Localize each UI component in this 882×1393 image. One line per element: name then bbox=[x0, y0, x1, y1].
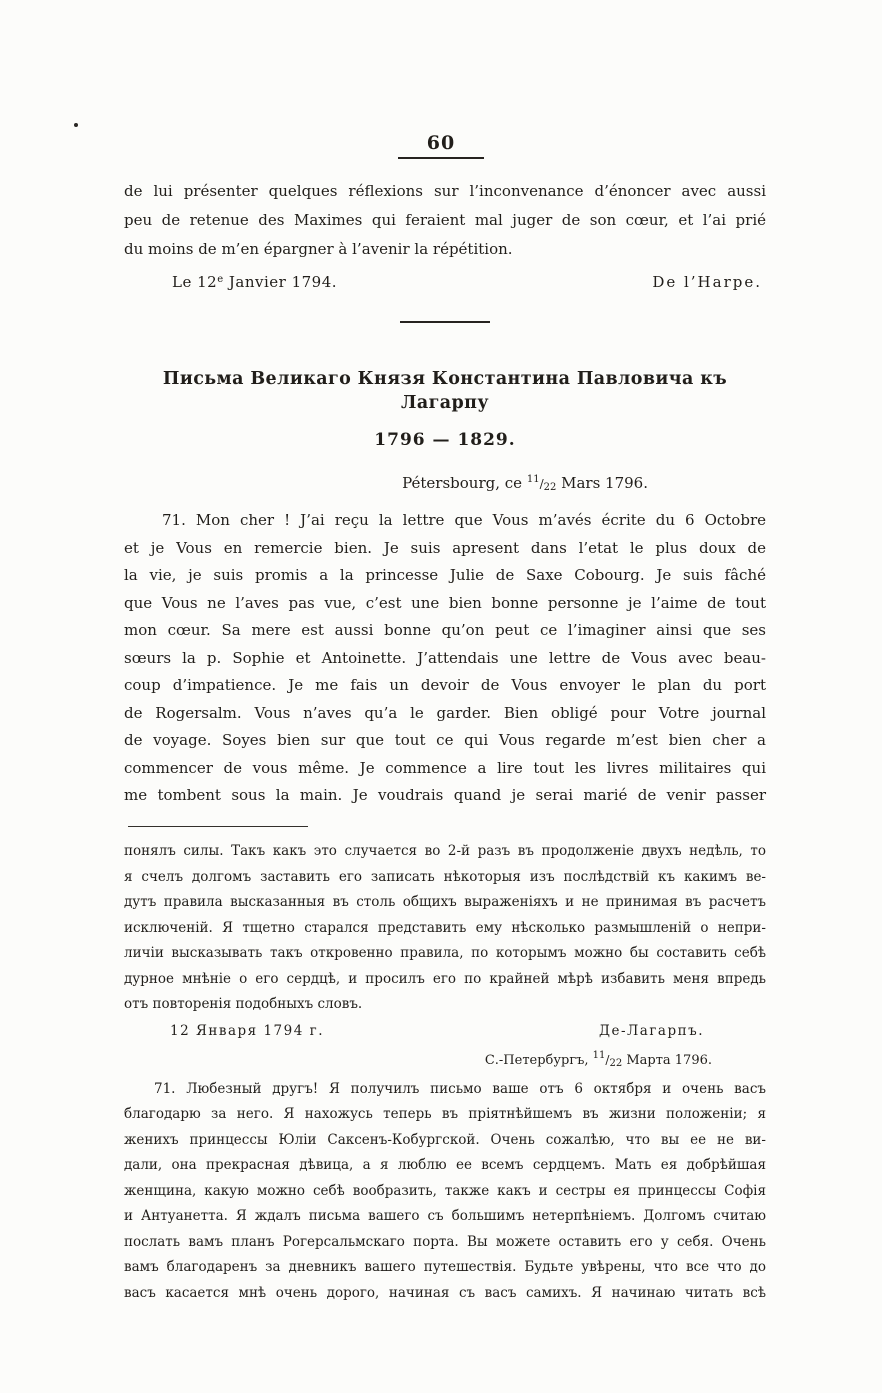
text-line: et je Vous en remercie bien. Je suis apresent dans l’etat le plus doux de bbox=[124, 538, 766, 557]
text-line: и Антуанетта. Я ждалъ письма вашего съ большимъ нетерпѣніемъ. Долгомъ считаю bbox=[124, 1208, 766, 1224]
dateline-day: Le 12 bbox=[172, 273, 218, 291]
text-line: 71. Любезный другъ! Я получилъ письмо ваше отъ 6 октября и очень васъ bbox=[154, 1080, 766, 1097]
page-number-rule bbox=[398, 157, 484, 159]
footnote-dateline: 12 Января 1794 г. bbox=[170, 1022, 324, 1039]
dateline-ordinal: e bbox=[217, 274, 224, 285]
text-line: женихъ принцессы Юліи Саксенъ-Кобургской. Очень сожалѣю, что вы ее не ви- bbox=[124, 1131, 766, 1148]
footnote-russian-letter bbox=[124, 1077, 766, 1307]
text-block bbox=[124, 177, 766, 1306]
text-line: coup d’impatience. Je me fais un devoir de Vous envoyer le plan du port bbox=[124, 676, 766, 694]
date-fraction-numerator: 11 bbox=[592, 1049, 606, 1061]
text-line: я счелъ долгомъ заставить его записать нѣкоторыя изъ послѣдствій къ какимъ ве- bbox=[124, 868, 766, 885]
place-date-prefix: Pétersbourg, ce bbox=[402, 474, 527, 492]
footnote-paragraph bbox=[124, 839, 766, 1018]
place-date-suffix: Марта 1796. bbox=[622, 1052, 712, 1068]
intro-dateline-row bbox=[124, 265, 766, 297]
text-line: дурное мнѣніе о его сердцѣ, и просилъ его по крайней мѣрѣ избавить меня впредь bbox=[124, 970, 766, 987]
text-line: sœurs la p. Sophie et Antoinette. J’attendais une lettre de Vous avec beau- bbox=[124, 648, 766, 667]
footnote-dateline-row bbox=[124, 1019, 766, 1044]
text-line: mon cœur. Sa mere est aussi bonne qu’on peut ce l’imaginer ainsi que ses bbox=[124, 621, 766, 639]
section-years: 1796 — 1829. bbox=[374, 430, 516, 450]
text-line: de lui présenter quelques réflexions sur l’inconvenance d’énoncer avec aussi bbox=[124, 182, 766, 200]
text-line: peu de retenue des Maximes qui feraient mal juger de son cœur, et l’ai prié bbox=[124, 211, 766, 229]
section-title: Письма Великаго Князя Константина Павловича къ Лагарпу bbox=[162, 369, 728, 413]
page-header bbox=[0, 0, 882, 159]
intro-signature: De l’Harpe. bbox=[652, 273, 762, 291]
text-line: de voyage. Soyes bien sur que tout ce qui Vous regarde m’est bien cher a bbox=[124, 731, 766, 749]
dateline-rest: Janvier 1794. bbox=[223, 273, 338, 291]
date-fraction-denominator: 22 bbox=[543, 482, 557, 493]
text-line: commencer de vous même. Je commence a lire tout les livres militaires qui bbox=[124, 758, 766, 777]
text-line: дали, она прекрасная дѣвица, а я люблю ее всемъ сердцемъ. Мать ея добрѣйшая bbox=[124, 1157, 766, 1173]
text-line: la vie, je suis promis a la princesse Julie de Saxe Cobourg. Je suis fâché bbox=[124, 566, 766, 584]
intro-dateline bbox=[124, 265, 337, 297]
text-line: que Vous ne l’aves pas vue, c’est une bien bonne personne je l’aime de tout bbox=[124, 593, 766, 612]
text-line: васъ касается мнѣ очень дорого, начиная съ васъ самихъ. Я начинаю читать всѣ bbox=[124, 1284, 766, 1301]
text-line: женщина, какую можно себѣ вообразить, также какъ и сестры ея принцессы Софія bbox=[124, 1182, 766, 1199]
date-fraction-numerator: 11 bbox=[526, 474, 540, 485]
text-line: me tombent sous la main. Je voudrais quand je serai marié de venir passer bbox=[124, 786, 766, 804]
text-line: de Rogersalm. Vous n’aves qu’a le garder. Bien obligé pour Votre journal bbox=[124, 703, 766, 722]
text-line: отъ повторенія подобныхъ словъ. bbox=[124, 996, 363, 1012]
date-fraction-slash: / bbox=[605, 1052, 610, 1067]
footnote-separator-rule bbox=[128, 826, 308, 828]
footnote-place-date bbox=[124, 1044, 766, 1075]
place-date-prefix: С.-Петербургъ, bbox=[484, 1052, 593, 1068]
intro-paragraph bbox=[124, 177, 766, 264]
date-fraction-slash: / bbox=[539, 477, 544, 491]
letter-body bbox=[124, 507, 766, 810]
footnote-signature: Де-Лагарпъ. bbox=[599, 1022, 704, 1039]
section-divider-rule bbox=[400, 321, 490, 323]
letter-place-date bbox=[124, 468, 766, 500]
text-line: личіи высказывать такъ откровенно правила, по которымъ можно бы составить себѣ bbox=[124, 945, 766, 961]
date-fraction-denominator: 22 bbox=[609, 1057, 623, 1069]
text-line: послать вамъ планъ Рогерсальмскаго порта. Вы можете оставить его у себя. Очень bbox=[124, 1233, 766, 1250]
text-line: исключеній. Я тщетно старался представить ему нѣсколько размышленій о непри- bbox=[124, 919, 766, 936]
text-line: благодарю за него. Я нахожусь теперь въ пріятнѣйшемъ въ жизни положеніи; я bbox=[124, 1106, 766, 1122]
text-line: du moins de m’en épargner à l’avenir la répétition. bbox=[124, 240, 513, 258]
place-date-suffix: Mars 1796. bbox=[556, 474, 648, 492]
text-line: дутъ правила высказанныя въ столь общихъ выраженіяхъ и не принимая въ расчетъ bbox=[124, 894, 766, 910]
stray-ink-dot bbox=[74, 123, 78, 127]
text-line: 71. Mon cher ! J’ai reçu la lettre que Vous m’avés écrite du 6 Octobre bbox=[162, 511, 766, 529]
text-line: вамъ благодаренъ за дневникъ вашего путешествія. Будьте увѣрены, что все что до bbox=[124, 1259, 766, 1275]
text-line: понялъ силы. Такъ какъ это случается во 2-й разъ въ продолженіе двухъ недѣль, то bbox=[124, 843, 766, 859]
page-number: 60 bbox=[426, 132, 456, 154]
